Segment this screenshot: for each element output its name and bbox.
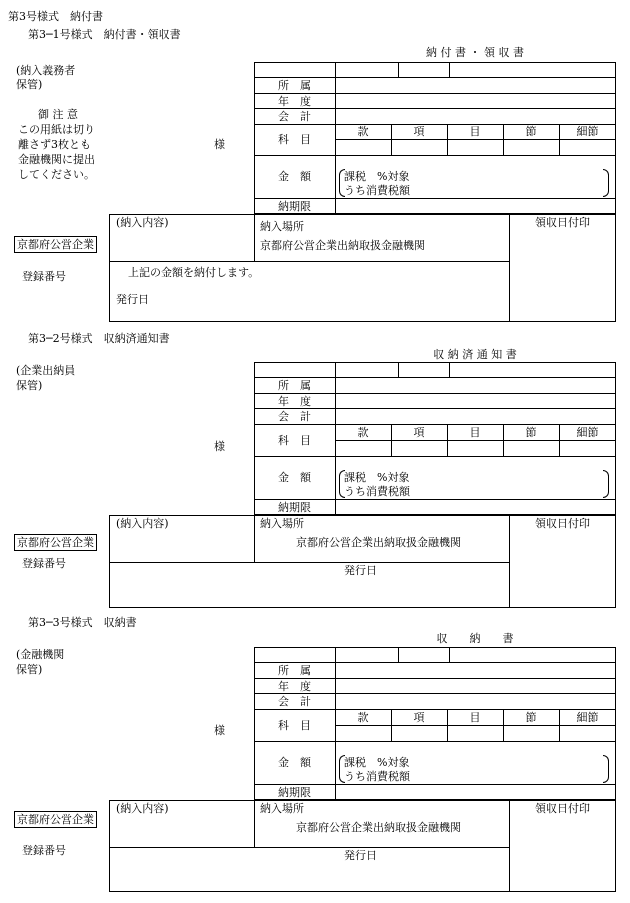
- tax-label: 課税 %対象: [344, 170, 410, 183]
- form-title: 収 納 書: [436, 632, 514, 645]
- row-label-kingaku: 金 額: [278, 471, 311, 484]
- form-title: 収 納 済 通 知 書: [433, 348, 517, 361]
- col-moku: 目: [469, 711, 481, 724]
- registration-number-label: 登録番号: [22, 270, 66, 283]
- page-title: 第3号様式 納付書: [8, 10, 103, 23]
- row-label-nendo: 年 度: [278, 395, 311, 408]
- col-setsu: 節: [525, 125, 537, 138]
- row-label-noukigen: 納期限: [278, 786, 311, 799]
- row-label-nendo: 年 度: [278, 680, 311, 693]
- notice-line: してください。: [18, 168, 95, 181]
- content-label: (納入内容): [116, 802, 169, 815]
- org-name-box: 京都府公営企業: [14, 236, 97, 253]
- row-label-kaikei: 会 計: [278, 695, 311, 708]
- col-saisetsu: 細節: [576, 711, 599, 724]
- holder-line-1: (納入義務者: [16, 64, 76, 77]
- holder-line-2: 保管): [16, 663, 43, 676]
- row-label-kamoku: 科 目: [278, 434, 311, 447]
- content-label: (納入内容): [116, 216, 169, 229]
- consumption-tax-label: うち消費税額: [344, 770, 410, 783]
- issue-date-label: 発行日: [116, 293, 149, 306]
- issue-date-label: 発行日: [344, 564, 377, 577]
- row-label-kingaku: 金 額: [278, 756, 311, 769]
- sama-label: 様: [214, 724, 225, 737]
- row-label-shozoku: 所 属: [278, 664, 311, 677]
- holder-line-2: 保管): [16, 78, 43, 91]
- content-label: (納入内容): [116, 517, 169, 530]
- col-moku: 目: [469, 426, 481, 439]
- form-title: 納 付 書 ・ 領 収 書: [426, 46, 524, 59]
- row-label-kamoku: 科 目: [278, 719, 311, 732]
- holder-line-1: (金融機関: [16, 648, 65, 661]
- financial-institution: 京都府公営企業出納取扱金融機関: [260, 239, 425, 252]
- receipt-stamp-label: 領収日付印: [535, 216, 590, 229]
- notice-line: 金融機関に提出: [18, 153, 95, 166]
- col-saisetsu: 細節: [576, 426, 599, 439]
- holder-line-1: (企業出納員: [16, 364, 76, 377]
- row-label-kaikei: 会 計: [278, 110, 311, 123]
- col-kou: 項: [413, 125, 425, 138]
- registration-number-label: 登録番号: [22, 844, 66, 857]
- payment-place-label: 納入場所: [260, 220, 304, 233]
- col-kan: 款: [357, 711, 369, 724]
- col-setsu: 節: [525, 426, 537, 439]
- payment-place-label: 納入場所: [260, 517, 304, 530]
- row-label-noukigen: 納期限: [278, 501, 311, 514]
- notice-heading: 御 注 意: [38, 108, 78, 121]
- org-name-box: 京都府公営企業: [14, 811, 97, 828]
- row-label-kingaku: 金 額: [278, 170, 311, 183]
- registration-number-label: 登録番号: [22, 557, 66, 570]
- consumption-tax-label: うち消費税額: [344, 485, 410, 498]
- col-kan: 款: [357, 125, 369, 138]
- receipt-stamp-label: 領収日付印: [535, 802, 590, 815]
- row-label-nendo: 年 度: [278, 95, 311, 108]
- row-label-noukigen: 納期限: [278, 200, 311, 213]
- tax-label: 課税 %対象: [344, 756, 410, 769]
- sama-label: 様: [214, 440, 225, 453]
- col-kou: 項: [413, 426, 425, 439]
- col-moku: 目: [469, 125, 481, 138]
- payment-statement: 上記の金額を納付します。: [128, 266, 260, 279]
- financial-institution: 京都府公営企業出納取扱金融機関: [296, 821, 461, 834]
- section-subtitle: 第3─1号様式 納付書・領収書: [28, 28, 181, 41]
- row-label-shozoku: 所 属: [278, 379, 311, 392]
- col-setsu: 節: [525, 711, 537, 724]
- col-kan: 款: [357, 426, 369, 439]
- notice-line: この用紙は切り: [18, 123, 95, 136]
- org-name-box: 京都府公営企業: [14, 534, 97, 551]
- col-kou: 項: [413, 711, 425, 724]
- section-subtitle: 第3─2号様式 収納済通知書: [28, 332, 170, 345]
- receipt-stamp-label: 領収日付印: [535, 517, 590, 530]
- notice-line: 離さず3枚とも: [18, 138, 91, 151]
- payment-place-label: 納入場所: [260, 802, 304, 815]
- tax-label: 課税 %対象: [344, 471, 410, 484]
- issue-date-label: 発行日: [344, 849, 377, 862]
- col-saisetsu: 細節: [576, 125, 599, 138]
- row-label-shozoku: 所 属: [278, 79, 311, 92]
- financial-institution: 京都府公営企業出納取扱金融機関: [296, 536, 461, 549]
- consumption-tax-label: うち消費税額: [344, 184, 410, 197]
- section-subtitle: 第3─3号様式 収納書: [28, 616, 137, 629]
- row-label-kamoku: 科 目: [278, 133, 311, 146]
- row-label-kaikei: 会 計: [278, 410, 311, 423]
- holder-line-2: 保管): [16, 379, 43, 392]
- sama-label: 様: [214, 138, 225, 151]
